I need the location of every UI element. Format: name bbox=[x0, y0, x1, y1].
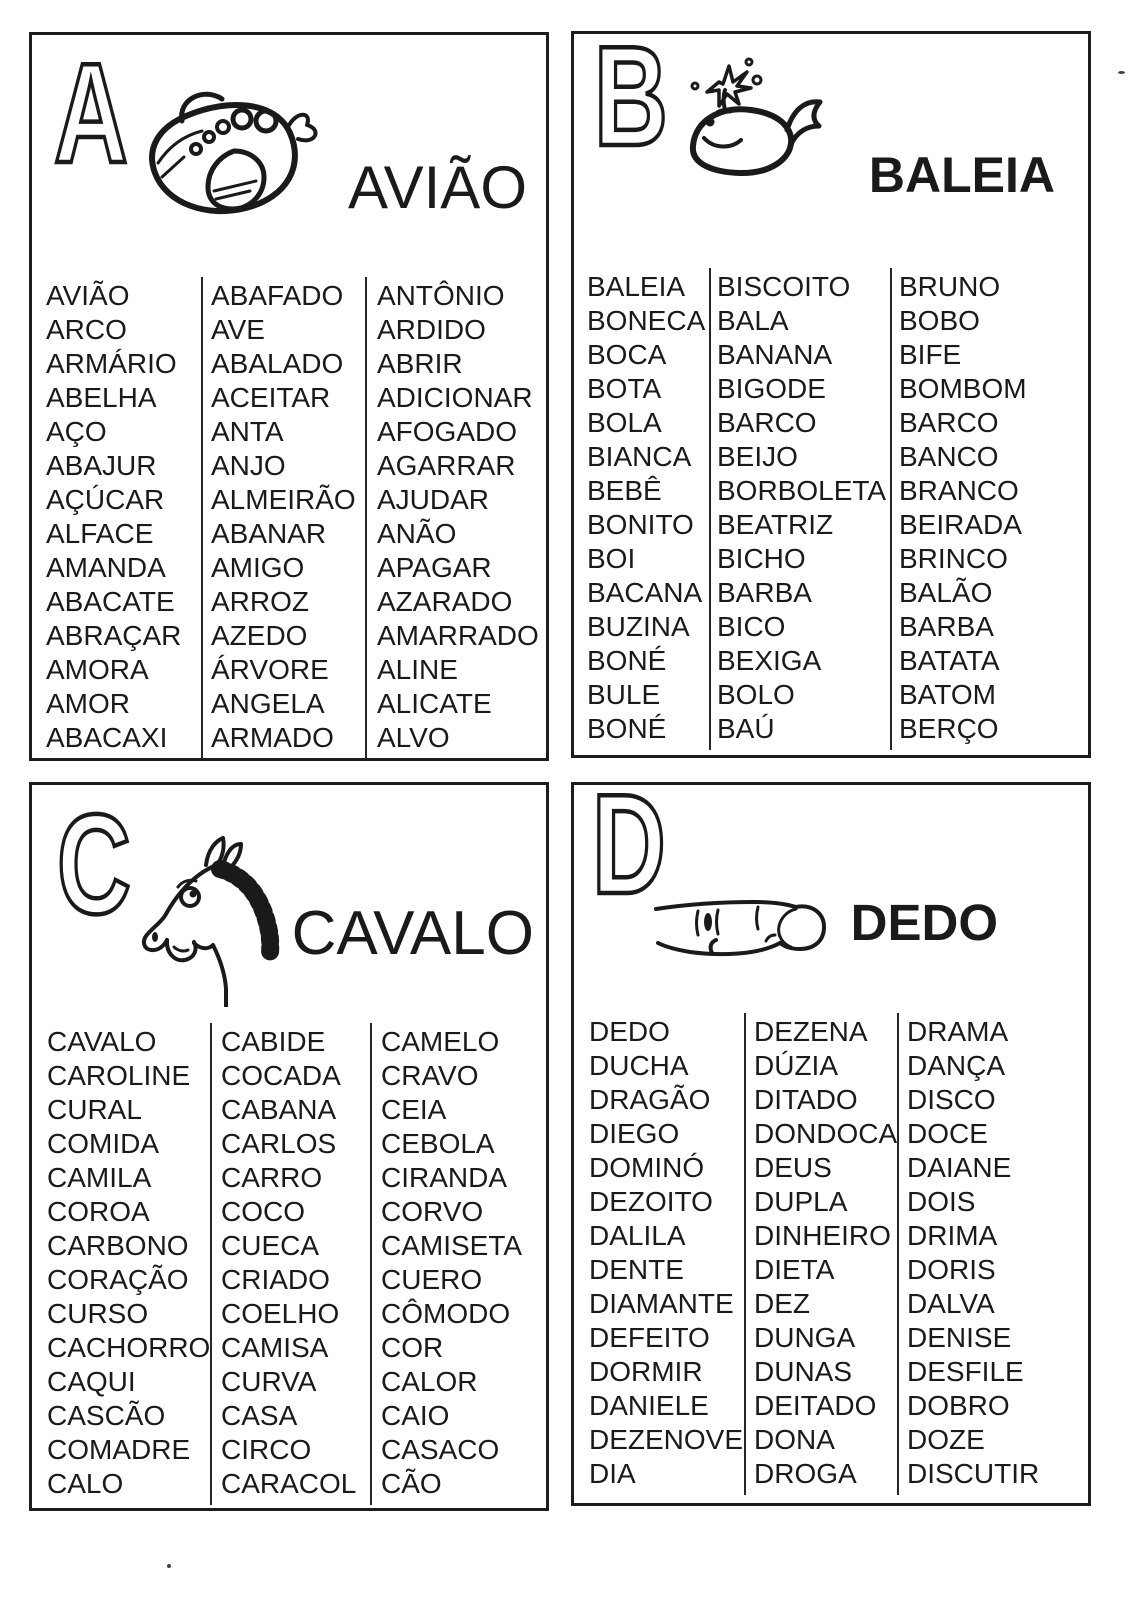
word-item: CRIADO bbox=[221, 1264, 330, 1295]
word-item: DISCO bbox=[907, 1084, 996, 1115]
word-item: BOCA bbox=[587, 339, 667, 370]
word-item: BONÉ bbox=[587, 713, 667, 744]
word-item: COMIDA bbox=[47, 1128, 159, 1159]
word-item: DOZE bbox=[907, 1424, 985, 1455]
word-item: BONÉ bbox=[587, 645, 667, 676]
word-item: BOI bbox=[587, 543, 636, 574]
outline-letter-c: C bbox=[57, 785, 131, 944]
word-item: DUNGA bbox=[754, 1322, 856, 1353]
word-item: BATOM bbox=[899, 679, 996, 710]
word-item: BEATRIZ bbox=[717, 509, 834, 540]
word-item: DONA bbox=[754, 1424, 835, 1455]
word-item: BEXIGA bbox=[717, 645, 822, 676]
word-item: CAIO bbox=[381, 1400, 450, 1431]
word-item: ABRAÇAR bbox=[46, 620, 182, 651]
word-item: CURSO bbox=[47, 1298, 149, 1329]
word-table-d bbox=[574, 1013, 1088, 1495]
word-item: BATATA bbox=[899, 645, 1000, 676]
word-item: DONDOCA bbox=[754, 1118, 898, 1149]
word-column bbox=[709, 268, 890, 750]
word-item: ANTA bbox=[211, 416, 284, 447]
word-item: DEZENA bbox=[754, 1016, 868, 1047]
word-item: BARBA bbox=[717, 577, 812, 608]
word-item: AZEDO bbox=[211, 620, 308, 651]
word-item: DUNAS bbox=[754, 1356, 853, 1387]
word-item: CIRCO bbox=[221, 1434, 312, 1465]
word-item: DORMIR bbox=[589, 1356, 703, 1387]
word-item: ABELHA bbox=[46, 382, 157, 413]
word-item: DOIS bbox=[907, 1186, 976, 1217]
word-item: BEBÊ bbox=[587, 475, 662, 506]
outline-letter-b: B bbox=[594, 17, 668, 176]
word-item: CÃO bbox=[381, 1468, 442, 1499]
word-item: DESFILE bbox=[907, 1356, 1024, 1387]
horse-illustration bbox=[128, 835, 280, 1007]
word-item: BOTA bbox=[587, 373, 662, 404]
word-item: CORAÇÃO bbox=[47, 1264, 189, 1295]
word-item: DALILA bbox=[589, 1220, 686, 1251]
word-item: ABAJUR bbox=[46, 450, 157, 481]
word-item: DIETA bbox=[754, 1254, 835, 1285]
word-item: COCADA bbox=[221, 1060, 341, 1091]
word-item: DIAMANTE bbox=[589, 1288, 734, 1319]
word-item: DEITADO bbox=[754, 1390, 877, 1421]
word-item: DUCHA bbox=[589, 1050, 689, 1081]
word-item: BERÇO bbox=[899, 713, 999, 744]
word-item: DOBRO bbox=[907, 1390, 1010, 1421]
word-item: BANCO bbox=[899, 441, 999, 472]
word-item: ABANAR bbox=[211, 518, 327, 549]
word-item: AMARRADO bbox=[377, 620, 539, 651]
word-item: AMIGO bbox=[211, 552, 305, 583]
word-item: CARBONO bbox=[47, 1230, 189, 1261]
word-item: DIEGO bbox=[589, 1118, 680, 1149]
word-item: AFOGADO bbox=[377, 416, 518, 447]
word-item: CÔMODO bbox=[381, 1298, 511, 1329]
word-item: CAROLINE bbox=[47, 1060, 191, 1091]
word-column bbox=[370, 1023, 546, 1505]
word-item: DORIS bbox=[907, 1254, 996, 1285]
word-item: DANÇA bbox=[907, 1050, 1006, 1081]
word-column bbox=[210, 1023, 370, 1505]
word-item: AMOR bbox=[46, 688, 130, 719]
word-item: ADICIONAR bbox=[377, 382, 533, 413]
word-item: CURVA bbox=[221, 1366, 317, 1397]
panel-title-cavalo: CAVALO bbox=[291, 899, 534, 968]
word-item: DENTE bbox=[589, 1254, 684, 1285]
panel-title-dedo: DEDO bbox=[850, 894, 998, 951]
panel-title-aviao: AVIÃO bbox=[348, 154, 527, 221]
word-item: DEDO bbox=[589, 1016, 670, 1047]
word-item: CARLOS bbox=[221, 1128, 337, 1159]
word-item: ACEITAR bbox=[211, 382, 331, 413]
word-column bbox=[365, 277, 546, 759]
word-item: BIGODE bbox=[717, 373, 826, 404]
word-item: BISCOITO bbox=[717, 271, 851, 302]
scan-speck bbox=[1118, 71, 1125, 74]
word-item: DRAMA bbox=[907, 1016, 1009, 1047]
word-item: DINHEIRO bbox=[754, 1220, 891, 1251]
word-item: BICO bbox=[717, 611, 786, 642]
word-item: BRUNO bbox=[899, 271, 1001, 302]
word-item: BOMBOM bbox=[899, 373, 1027, 404]
word-item: BAÚ bbox=[717, 713, 775, 744]
word-item: DRIMA bbox=[907, 1220, 998, 1251]
word-item: ARMADO bbox=[211, 722, 334, 753]
whale-illustration bbox=[677, 54, 832, 196]
word-item: CEIA bbox=[381, 1094, 447, 1125]
word-item: BUZINA bbox=[587, 611, 690, 642]
word-item: BALA bbox=[717, 305, 789, 336]
word-item: DOCE bbox=[907, 1118, 988, 1149]
word-item: BIANCA bbox=[587, 441, 692, 472]
word-item: ÁRVORE bbox=[211, 654, 329, 685]
panel-b bbox=[571, 17, 1091, 758]
word-item: ANJO bbox=[211, 450, 286, 481]
word-item: BICHO bbox=[717, 543, 806, 574]
word-item: BULE bbox=[587, 679, 661, 710]
word-item: BALEIA bbox=[587, 271, 686, 302]
word-item: APAGAR bbox=[377, 552, 492, 583]
word-item: ARMÁRIO bbox=[46, 348, 177, 379]
word-item: CEBOLA bbox=[381, 1128, 495, 1159]
word-item: ALVO bbox=[377, 722, 450, 753]
word-item: BARCO bbox=[717, 407, 817, 438]
word-item: CAVALO bbox=[47, 1026, 157, 1057]
word-item: BONITO bbox=[587, 509, 694, 540]
word-item: AZARADO bbox=[377, 586, 513, 617]
word-item: DÚZIA bbox=[754, 1050, 838, 1081]
word-item: BONECA bbox=[587, 305, 706, 336]
word-item: ARCO bbox=[46, 314, 127, 345]
word-item: ABALADO bbox=[211, 348, 344, 379]
word-item: AJUDAR bbox=[377, 484, 490, 515]
word-table-a bbox=[32, 277, 546, 759]
word-item: BALÃO bbox=[899, 577, 993, 608]
word-item: CARRO bbox=[221, 1162, 323, 1193]
word-item: BANANA bbox=[717, 339, 833, 370]
word-item: BOLA bbox=[587, 407, 662, 438]
word-item: BARBA bbox=[899, 611, 994, 642]
word-item: ALMEIRÃO bbox=[211, 484, 356, 515]
panel-a bbox=[29, 32, 549, 761]
word-item: DISCUTIR bbox=[907, 1458, 1040, 1489]
word-item: ARDIDO bbox=[377, 314, 486, 345]
panel-d bbox=[571, 765, 1091, 1506]
word-item: DIA bbox=[589, 1458, 636, 1489]
word-item: CUERO bbox=[381, 1264, 483, 1295]
word-item: COR bbox=[381, 1332, 444, 1363]
word-item: DEZ bbox=[754, 1288, 810, 1319]
outline-letter-d: D bbox=[592, 765, 666, 924]
word-item: CABANA bbox=[221, 1094, 337, 1125]
word-item: AMORA bbox=[46, 654, 149, 685]
finger-illustration bbox=[654, 895, 852, 965]
word-item: CALO bbox=[47, 1468, 124, 1499]
word-item: CIRANDA bbox=[381, 1162, 508, 1193]
word-item: CACHORRO bbox=[47, 1332, 211, 1363]
word-item: COROA bbox=[47, 1196, 150, 1227]
word-item: BEIRADA bbox=[899, 509, 1022, 540]
word-item: CAMISA bbox=[221, 1332, 329, 1363]
word-item: CORVO bbox=[381, 1196, 484, 1227]
word-item: DEUS bbox=[754, 1152, 832, 1183]
word-item: AÇO bbox=[46, 416, 107, 447]
outline-letter-a: A bbox=[54, 34, 128, 193]
word-item: DOMINÓ bbox=[589, 1152, 705, 1183]
word-item: DEZOITO bbox=[589, 1186, 713, 1217]
word-item: DEFEITO bbox=[589, 1322, 710, 1353]
word-item: CASA bbox=[221, 1400, 298, 1431]
word-item: CAMISETA bbox=[381, 1230, 523, 1261]
word-column bbox=[897, 1013, 1088, 1495]
scan-speck bbox=[167, 1564, 171, 1568]
word-item: COCO bbox=[221, 1196, 305, 1227]
word-item: CAQUI bbox=[47, 1366, 136, 1397]
word-item: BOLO bbox=[717, 679, 795, 710]
word-item: CASACO bbox=[381, 1434, 500, 1465]
word-item: ABACAXI bbox=[46, 722, 168, 753]
word-item: BOBO bbox=[899, 305, 980, 336]
word-column bbox=[32, 277, 201, 759]
word-item: DUPLA bbox=[754, 1186, 848, 1217]
word-item: ANTÔNIO bbox=[377, 280, 505, 311]
word-item: ABACATE bbox=[46, 586, 175, 617]
word-column bbox=[744, 1013, 897, 1495]
word-item: DENISE bbox=[907, 1322, 1012, 1353]
word-item: DITADO bbox=[754, 1084, 858, 1115]
word-table-b bbox=[574, 268, 1088, 750]
word-item: ALINE bbox=[377, 654, 458, 685]
word-item: BACANA bbox=[587, 577, 703, 608]
word-item: AVIÃO bbox=[46, 280, 130, 311]
word-item: BORBOLETA bbox=[717, 475, 887, 506]
word-item: AMANDA bbox=[46, 552, 166, 583]
word-item: DRAGÃO bbox=[589, 1084, 711, 1115]
word-item: ALICATE bbox=[377, 688, 492, 719]
word-item: CRAVO bbox=[381, 1060, 479, 1091]
word-column bbox=[890, 268, 1088, 750]
word-item: COELHO bbox=[221, 1298, 340, 1329]
word-item: ABAFADO bbox=[211, 280, 344, 311]
word-item: CARACOL bbox=[221, 1468, 357, 1499]
word-item: DEZENOVE bbox=[589, 1424, 744, 1455]
word-item: AVE bbox=[211, 314, 265, 345]
word-item: CABIDE bbox=[221, 1026, 326, 1057]
word-item: DROGA bbox=[754, 1458, 857, 1489]
airplane-illustration bbox=[138, 79, 320, 227]
word-column bbox=[574, 1013, 744, 1495]
word-column bbox=[574, 268, 709, 750]
word-column bbox=[32, 1023, 210, 1505]
panel-title-baleia: BALEIA bbox=[868, 147, 1055, 203]
word-item: CAMELO bbox=[381, 1026, 500, 1057]
word-item: CASCÃO bbox=[47, 1400, 166, 1431]
word-item: CAMILA bbox=[47, 1162, 152, 1193]
word-item: BRINCO bbox=[899, 543, 1008, 574]
word-item: ABRIR bbox=[377, 348, 463, 379]
word-item: DALVA bbox=[907, 1288, 995, 1319]
word-item: BARCO bbox=[899, 407, 999, 438]
word-table-c bbox=[32, 1023, 546, 1505]
word-item: ANGELA bbox=[211, 688, 325, 719]
word-item: BRANCO bbox=[899, 475, 1019, 506]
word-item: ANÃO bbox=[377, 518, 457, 549]
word-item: BEIJO bbox=[717, 441, 798, 472]
word-item: CURAL bbox=[47, 1094, 142, 1125]
word-item: ALFACE bbox=[46, 518, 154, 549]
word-item: CALOR bbox=[381, 1366, 478, 1397]
word-column bbox=[201, 277, 365, 759]
word-item: DAIANE bbox=[907, 1152, 1012, 1183]
word-item: BIFE bbox=[899, 339, 962, 370]
word-item: COMADRE bbox=[47, 1434, 191, 1465]
word-item: AGARRAR bbox=[377, 450, 516, 481]
word-item: AÇÚCAR bbox=[46, 484, 165, 515]
panel-c bbox=[29, 782, 549, 1511]
word-item: DANIELE bbox=[589, 1390, 709, 1421]
word-item: CUECA bbox=[221, 1230, 320, 1261]
word-item: ARROZ bbox=[211, 586, 309, 617]
